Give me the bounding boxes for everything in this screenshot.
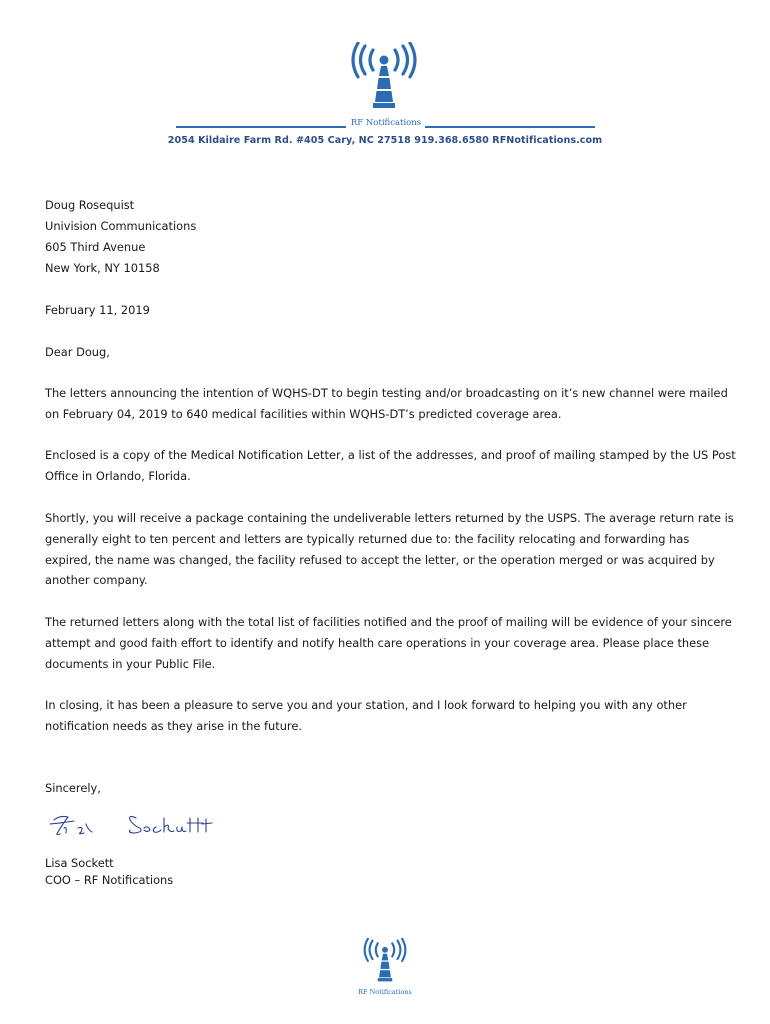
paragraph-line: The letters announcing the intention of WQHS-DT to begin testing and/or broadcasting on it’s new channel were mailed (45, 386, 728, 400)
handwritten-signature (40, 806, 240, 846)
paragraph-2 (45, 445, 735, 487)
salutation: Dear Doug, (45, 345, 110, 359)
paragraph-line: on February 04, 2019 to 640 medical facilities within WQHS-DT’s predicted coverage area. (45, 406, 562, 421)
paragraph-3 (45, 508, 735, 591)
paragraph-5 (45, 695, 735, 737)
recipient-street: 605 Third Avenue (45, 240, 146, 254)
paragraph-line: attempt and good faith effort to identify and notify health care operations in your coverage area. Please place these (45, 635, 710, 650)
recipient-city: New York, NY 10158 (45, 261, 160, 275)
paragraph-4 (45, 612, 735, 674)
recipient-name: Doug Rosequist (45, 198, 135, 212)
radio-tower-icon (363, 938, 407, 984)
paragraph-line: In closing, it has been a pleasure to serve you and your station, and I look forward to helping you with any other (45, 698, 687, 712)
paragraph-line: Enclosed is a copy of the Medical Notification Letter, a list of the addresses, and proof of mailing stamped by the US Post (45, 448, 736, 462)
letter-date: February 11, 2019 (45, 303, 150, 317)
recipient-company: Univision Communications (45, 219, 197, 233)
paragraph-1 (45, 383, 735, 425)
paragraph-line: The returned letters along with the total list of facilities notified and the proof of mailing will be evidence of your sincere (45, 615, 732, 629)
letterhead-address: 2054 Kildaire Farm Rd. #405 Cary, NC 27518 919.368.6580 RFNotifications.com (167, 135, 603, 146)
paragraph-line: documents in your Public File. (45, 656, 216, 671)
signer-name: Lisa Sockett (45, 856, 114, 870)
letterhead-rule-left (176, 126, 346, 128)
paragraph-line: Office in Orlando, Florida. (45, 468, 191, 483)
closing: Sincerely, (45, 781, 101, 795)
paragraph-line: another company. (45, 573, 148, 588)
paragraph-line: notification needs as they arise in the future. (45, 718, 302, 733)
signer-title: COO – RF Notifications (45, 873, 174, 887)
letterhead-rule-right (425, 126, 595, 128)
paragraph-line: Shortly, you will receive a package containing the undeliverable letters returned by the USPS. The average return rate is (45, 511, 734, 525)
paragraph-line: generally eight to ten percent and letters are typically returned due to: the facility relocating and forwarding has (45, 531, 690, 546)
letterhead-brand: RF Notifications (350, 118, 422, 128)
paragraph-line: expired, the name was changed, the facility refused to accept the letter, or the operation merged or was acquired by (45, 552, 715, 567)
footer-brand: RF Notifications (358, 988, 412, 996)
radio-tower-icon (351, 42, 417, 112)
